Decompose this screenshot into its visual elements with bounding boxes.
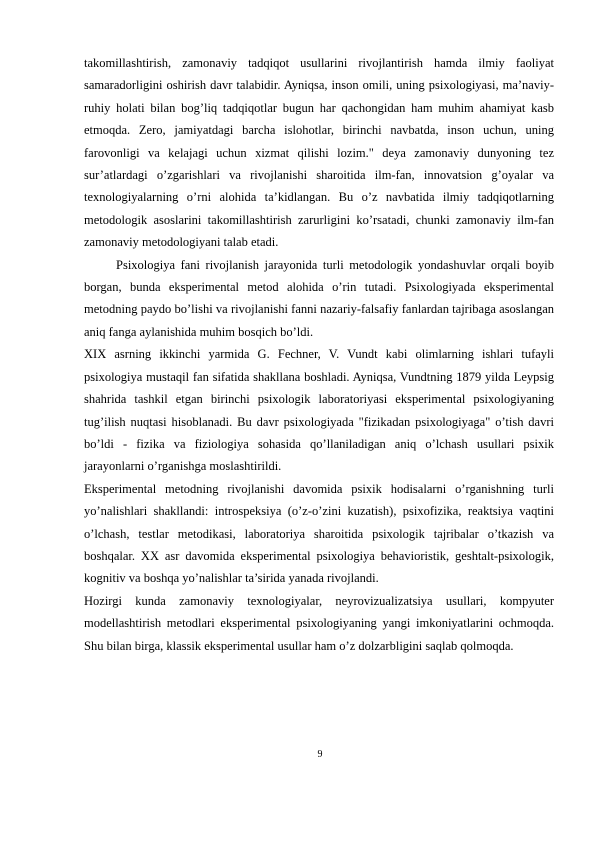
paragraph-methodology-context: takomillashtirish, zamonaviy tadqiqot usullarini rivojlantirish hamda ilmiy faoliyat samaradorligini oshirish davr talabidir. Ayniqsa, inson omili, uning psixologiyasi, ma’naviy-ruhiy holati bilan bog’liq tadqiqotlar bugun har qachongidan ham muhim ahamiyat kasb etmoqda. Zero, jamiyatdagi barcha islohotlar, birinchi navbatda, inson uchun, uning farovonligi va kelajagi uchun xizmat qilishi lozim." deya zamonaviy dunyoning tez sur’atlardagi o’zgarishlari va rivojlanishi sharoitida ilm-fan, innovatsion g’oyalar va texnologiyalarning o’rni alohida ta’kidlangan. Bu o’z navbatida ilmiy tadqiqotlarning metodologik asoslarini takomillashtirish zarurligini ko’rsatadi, chunki zamonaviy ilm-fan zamonaviy metodologiyani talab etadi. [84,56,554,250]
paragraph-history-xix-century: XIX asrning ikkinchi yarmida G. Fechner, V. Vundt kabi olimlarning ishlari tufayli psixologiya mustaqil fan sifatida shakllana boshladi. Ayniqsa, Vundtning 1879 yilda Leypsig shahrida tashkil etgan birinchi psixologik laboratoriyasi eksperimental psixologiyaning tug’ilish nuqtasi hisoblanadi. Bu davr psixologiyada "fizikadan psixologiyaga" o’tish davri bo’ldi - fizika va fiziologiya sohasida qo’llaniladigan aniq o’lchash usullari psixik jarayonlarni o’rganishga moslashtirildi. [84,347,554,474]
page-number: 9 [317,749,323,760]
paragraph-method-directions: Eksperimental metodning rivojlanishi davomida psixik hodisalarni o’rganishning turli yo’nalishlari shakllandi: introspeksiya (o’z-o’zini kuzatish), psixofizika, reaktsiya vaqtini o’lchash, testlar metodikasi, laboratoriya sharoitida psixologik tajribalar o’tkazish va boshqalar. XX asr davomida eksperimental psixologiya behavioristik, geshtalt-psixologik, kognitiv va boshqa yo’nalishlar ta’sirida yanada rivojlandi. [84,481,554,586]
paragraph-modern-technologies: Hozirgi kunda zamonaviy texnologiyalar, neyrovizualizatsiya usullari, kompyuter modellashtirish metodlari eksperimental psixologiyaning yangi imkoniyatlarini ochmoqda. Shu bilan birga, klassik eksperimental usullar ham o’z dolzarbligini saqlab qolmoqda. [84,593,554,653]
document-body [84,52,554,657]
paragraph-experimental-method: Psixologiya fani rivojlanish jarayonida turli metodologik yondashuvlar orqali boyib borgan, bunda eksperimental metod alohida o’rin tutadi. Psixologiyada eksperimental metodning paydo bo’lishi va rivojlanishi fanni nazariy-falsafiy fanlardan tajribaga asoslangan aniq fanga aylanishida muhim bosqich bo’ldi. [84,257,554,339]
